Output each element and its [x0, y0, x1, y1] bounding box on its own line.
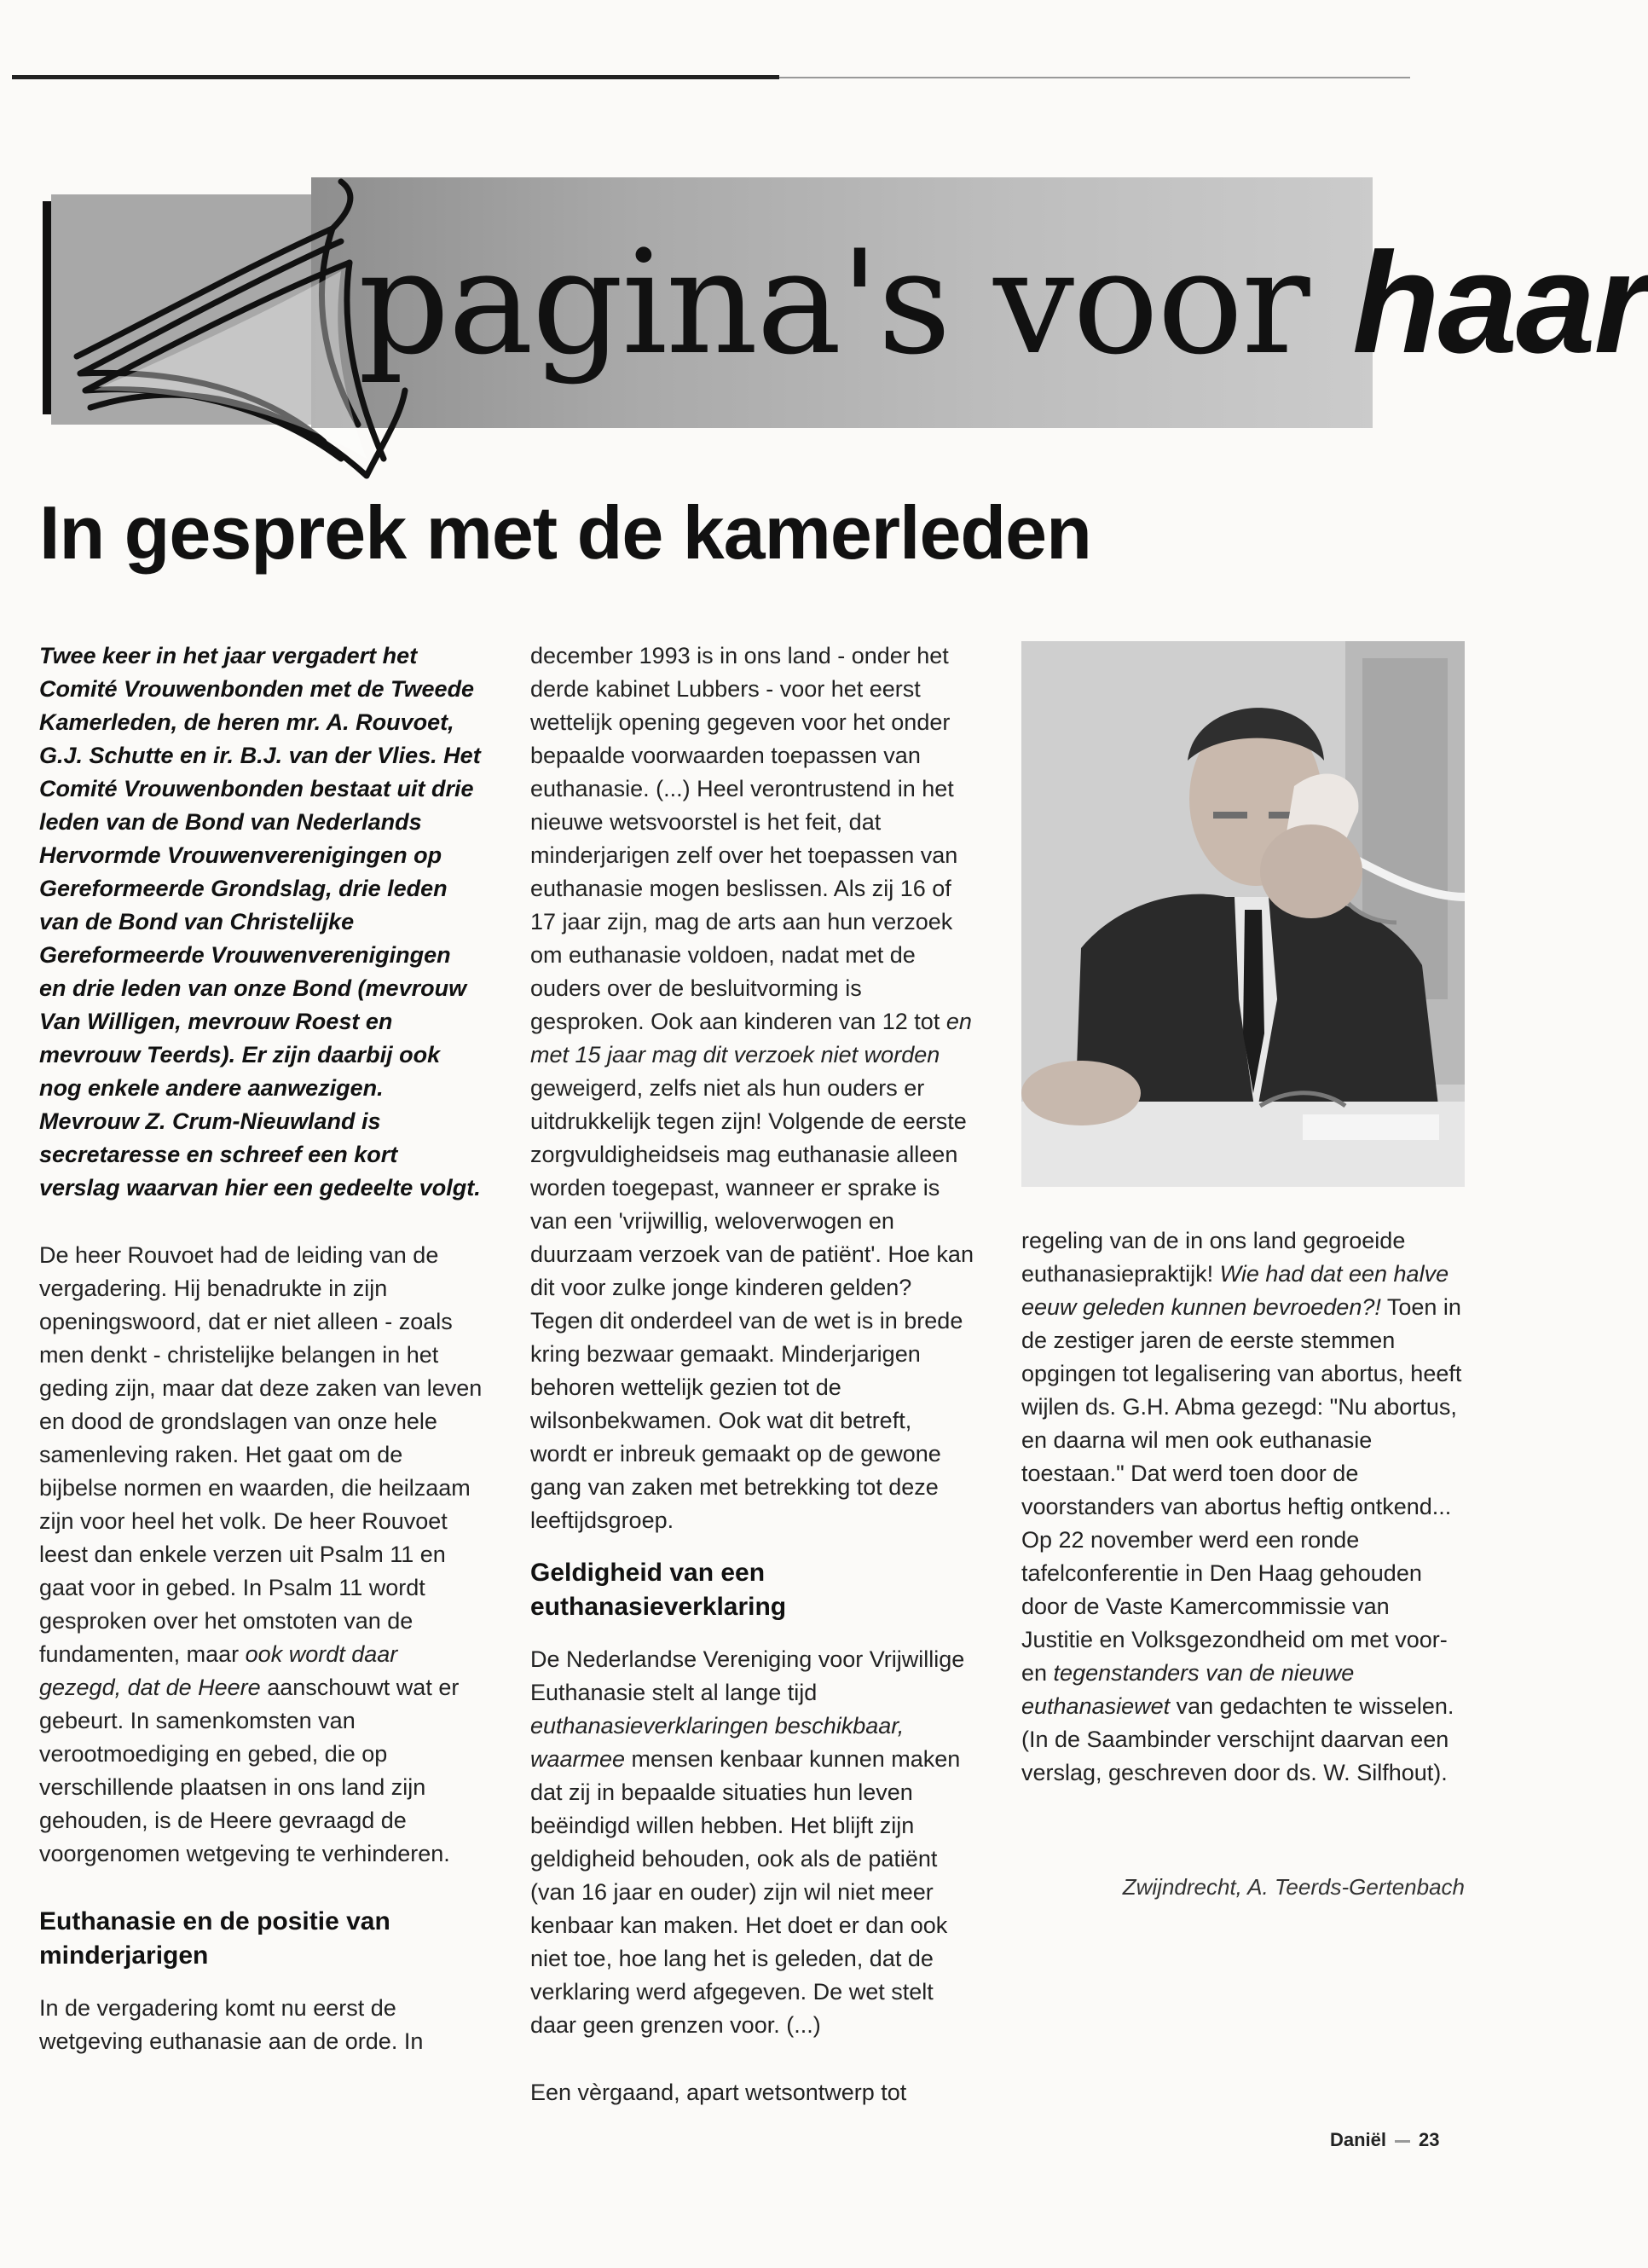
photo-man-on-telephone — [1021, 641, 1465, 1187]
page-number: 23 — [1419, 2129, 1440, 2150]
column-2 — [530, 639, 974, 2109]
body-paragraph: De Nederlandse Vereniging voor Vrijwillige Euthanasie stelt al lange tijd euthanasieverklaringen beschikbaar, waarmee mensen kenbaar kunnen maken dat zij in bepaalde situaties hun leven beëindigd willen hebben. Het blijft zijn geldigheid behouden, ook als de patiënt (van 16 jaar en ouder) zijn wil niet meer kenbaar kan maken. Het doet er dan ook niet toe, hoe lang het is geleden, dat de verklaring werd afgegeven. De wet stelt daar geen grenzen voor. (...) — [530, 1646, 965, 2038]
banner-title — [358, 177, 1648, 428]
magazine-name: Daniël — [1330, 2129, 1387, 2150]
body-paragraph: De heer Rouvoet had de leiding van de vergadering. Hij benadrukte in zijn openingswoord, dat er niet alleen - zoals men denkt - christelijke belangen in het geding zijn, maar dat deze zaken van leven en dood de grondslagen van onze hele samenleving raken. Het gaat om de bijbelse normen en waarden, die heilzaam zijn voor heel het volk. De heer Rouvoet leest dan enkele verzen uit Psalm 11 en gaat voor in gebed. In Psalm 11 wordt gesproken over het omstoten van de fundamenten, maar ook wordt daar gezegd, dat de Heere aanschouwt wat er gebeurt. In samenkomsten van verootmoediging en gebed, die op verschillende plaatsen in ons land zijn gehouden, is de Heere gevraagd de voorgenomen wetgeving te verhinderen. — [39, 1242, 483, 1866]
body-paragraph: regeling van de in ons land gegroeide euthanasiepraktijk! Wie had dat een halve eeuw geleden kunnen bevroeden?! Toen in de zestiger jaren de eerste stemmen opgingen tot legalisering van abortus, heeft wijlen ds. G.H. Abma gezegd: "Nu abortus, en daarna wil men ook euthanasie toestaan." Dat werd toen door de voorstanders van abortus heftig ontkend... — [1021, 1228, 1462, 1519]
banner-title-main: pagina's voor — [358, 219, 1353, 386]
section-banner — [43, 177, 1648, 428]
page-footer — [1330, 2129, 1440, 2151]
top-rule-extension — [779, 77, 1410, 78]
intro-paragraph: Twee keer in het jaar vergadert het Comité Vrouwenbonden met de Tweede Kamerleden, de heren mr. A. Rouvoet, G.J. Schutte en ir. B.J. van der Vlies. Het Comité Vrouwenbonden bestaat uit drie leden van de Bond van Nederlands Hervormde Vrouwenverenigingen op Gereformeerde Grondslag, drie leden van de Bond van Christelijke Gereformeerde Vrouwenverenigingen en drie leden van onze Bond (mevrouw Van Willigen, mevrouw Roest en mevrouw Teerds). Er zijn daarbij ook nog enkele andere aanwezigen. Mevrouw Z. Crum-Nieuwland is secretaresse en schreef een kort verslag waarvan hier een gedeelte volgt. — [39, 643, 481, 1201]
body-paragraph: december 1993 is in ons land - onder het derde kabinet Lubbers - voor het eerst wettelijk opening gegeven voor het onder bepaalde voorwaarden toepassen van euthanasie. (...) Heel verontrustend in het nieuwe wetsvoorstel is het feit, dat minderjarigen zelf over het toepassen van euthanasie mogen beslissen. Als zij 16 of 17 jaar zijn, mag de arts aan hun verzoek om euthanasie voldoen, nadat met de ouders over de besluitvorming is gesproken. Ook aan kinderen van 12 tot en met 15 jaar mag dit verzoek niet worden geweigerd, zelfs niet als hun ouders er uitdrukkelijk tegen zijn! Volgende de eerste zorgvuldigheidseis mag euthanasie alleen worden toegepast, wanneer er sprake is van een 'vrijwillig, weloverwogen en duurzaam verzoek van de patiënt'. Hoe kan dit voor zulke jonge kinderen gelden? Tegen dit onderdeel van de wet is in brede kring bezwaar gemaakt. Minderjarigen behoren wettelijk gezien tot de wilsonbekwamen. Ook wat dit betreft, wordt er inbreuk gemaakt op de gewone gang van zaken met betrekking tot deze leeftijdsgroep. — [530, 643, 974, 1533]
body-paragraph: In de vergadering komt nu eerst de wetgeving euthanasie aan de orde. In — [39, 1995, 424, 2054]
body-paragraph: Op 22 november werd een ronde tafelconferentie in Den Haag gehouden door de Vaste Kamercommissie van Justitie en Volksgezondheid om met voor- en tegenstanders van de nieuwe euthanasiewet van gedachten te wisselen. (In de Saambinder verschijnt daarvan een verslag, geschreven door ds. W. Silfhout). — [1021, 1527, 1454, 1785]
top-rule — [12, 75, 779, 79]
body-paragraph: Een vèrgaand, apart wetsontwerp tot — [530, 2080, 907, 2105]
subheading-geldigheid: Geldigheid van een euthanasieverklaring — [530, 1559, 787, 1621]
article-headline: In gesprek met de kamerleden — [39, 490, 1091, 575]
subheading-minderjarigen: Euthanasie en de positie van minderjarigen — [39, 1907, 390, 1970]
author-signature: Zwijndrecht, A. Teerds-Gertenbach — [1122, 1874, 1465, 1900]
column-1 — [39, 639, 483, 2058]
column-3 — [1021, 1224, 1465, 1790]
banner-black-bar — [43, 201, 51, 414]
banner-title-emphasis: haar — [1352, 223, 1648, 383]
